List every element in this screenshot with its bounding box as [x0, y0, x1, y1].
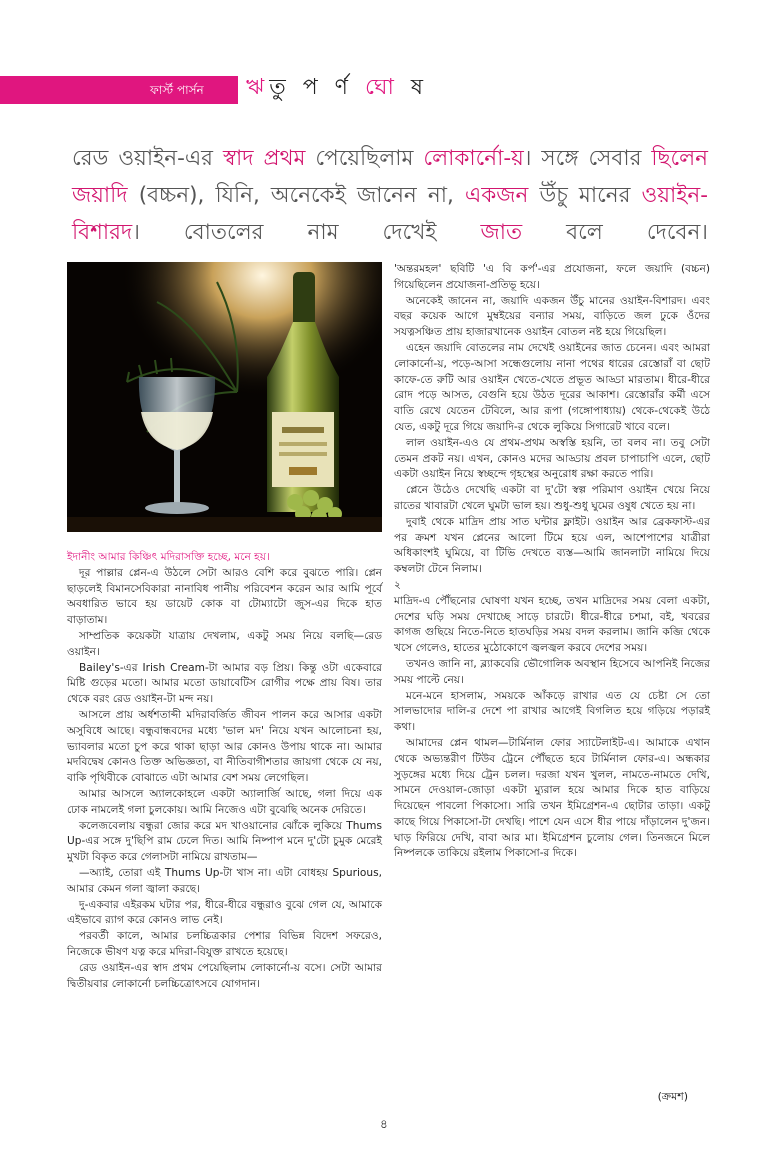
quote-text: । সঙ্গে সেবার	[523, 146, 652, 171]
paragraph: পরবর্তী কালে, আমার চলচ্চিত্রকার পেশার বিভিন্ন বিদেশ সফরেও, নিজেকে ভীষণ যত্ন করে মদিরা-বিযুক্ত রাখতে হয়েছে।	[67, 930, 382, 958]
paragraph: তখনও জানি না, ব্ল্যাকবেরি ভৌগোলিক অবস্থান হিসেবে আপনিই নিজের সময় পাল্টে নেয়।	[394, 657, 710, 686]
paragraph: আসলে প্রায় অর্ধশতাব্দী মদিরাবর্জিত জীবন পালন করে আসার একটা অসুবিধে আছে। বন্ধুবান্ধবদের মধ্যে 'ভাল মদ' নিয়ে যখন আলোচনা হয়, ভ্যাবলার মতো চুপ করে থাকা ছাড়া আর কোনও উপায় থাকে না। আমার মদবিদ্বেষ কোনও তিক্ত অভিজ্ঞতা, বা নীতিবাগীশতার জায়গা থেকে যে নয়, বাকি পৃথিবীকে বোঝাতে এটা আমার বেশ সময় লেগেছিল।	[67, 708, 382, 785]
wine-illustration	[67, 262, 382, 532]
pull-quote	[72, 140, 708, 251]
continued-label: (ক্রমশ)	[657, 1090, 688, 1103]
paragraph: ইদানীং আমার কিঞ্চিৎ মদিরাসক্তি হচ্ছে, মনে হয়।	[67, 551, 270, 563]
author-part: ষ	[410, 75, 428, 100]
paragraph: দূর পাল্লার প্লেন-এ উঠলে সেটা আরও বেশি করে বুঝতে পারি। প্লেন ছাড়লেই বিমানসেবিকারা নানাবিধ পানীয় পরিবেশন করেন আর আমি পূর্বে অবধারিত ভাবে হয় ডায়েট কোক বা টোম্যাটো জুস-এর দিকে হাত বাড়াতাম।	[67, 566, 382, 627]
quote-text: (বচ্চন), যিনি, অনেকেই জানেন না,	[127, 183, 465, 208]
page-number: ৪	[380, 1117, 388, 1131]
section-label: ফার্স্ট পার্সন	[150, 83, 204, 97]
paragraph: রেড ওয়াইন-এর স্বাদ প্রথম পেয়েছিলাম লোকার্নো-য় বসে। সেটা আমার দ্বিতীয়বার লোকার্নো চলচ্চিত্রোৎসবে যোগদান।	[67, 961, 382, 990]
section-number: ২	[394, 578, 401, 591]
author-part: তু প র্ণ	[269, 75, 365, 100]
quote-text: বলে দেবেন।	[522, 220, 708, 245]
quote-highlight: লোকার্নো-য়	[423, 146, 524, 171]
author-name	[246, 70, 428, 107]
author-part: ঋ	[246, 75, 270, 100]
quote-highlight: একজন	[464, 183, 529, 208]
paragraph: —অ্যাই, তোরা এই Thums Up-টা খাস না। এটা বোধহয় Spurious, আমার কেমন গলা জ্বালা করছে।	[67, 866, 382, 895]
quote-text: পেয়েছিলাম	[305, 146, 424, 171]
quote-highlight: ওয়াইন-বিশারদ	[72, 183, 709, 245]
paragraph: 'অন্তরমহল' ছবিটি 'এ বি কর্প'-এর প্রযোজনা, ফলে জয়াদি (বচ্চন) গিয়েছিলেন প্রযোজনা-প্রতিভূ হয়ে।	[394, 263, 710, 291]
left-column	[67, 550, 382, 992]
paragraph: এহেন জয়াদি বোতলের নাম দেখেই ওয়াইনের জাত চেনেন। এবং আমরা লোকার্নো-য়, পড়ে-আসা সন্ধেগুলোয় নানা পথের ধারের রেস্তোরাঁ বা ছোট কাফে-তে রুটি আর ওয়াইন খেতে-খেতে প্রভূত আড্ডা মারতাম। ধীরে-ধীরে রোদ পড়ে আসত, বেগুনি হয়ে উঠত দূরের আকাশ। রেস্তোরাঁর কর্মী এসে বাতি রেখে যেতেন টেবিলে, আর রূপা (গঙ্গোপাধ্যায়) থেকে-থেকেই উঠে যেত, একটু দূরে গিয়ে জয়াদি-র থেকে লুকিয়ে সিগারেট খাবে বলে।	[394, 341, 710, 433]
paragraph: সাম্প্রতিক কয়েকটা যাত্রায় দেখলাম, একটু সময় নিয়ে বলছি—রেড ওয়াইন।	[67, 629, 382, 658]
paragraph: Bailey's-এর Irish Cream-টা আমার বড় প্রিয়। কিন্তু ওটা একেবারে মিষ্টি গুড়ের মতো। আমার মতো ডায়াবেটিস রোগীর পক্ষে প্রায় বিষ। তার থেকে বরং রেড ওয়াইন-টা মন্দ নয়।	[67, 661, 382, 706]
wine-photo	[67, 262, 382, 532]
right-column	[394, 262, 710, 862]
paragraph: দু-একবার এইরকম ঘটার পর, ধীরে-ধীরে বন্ধুরাও বুঝে গেল যে, আমাকে এইভাবে র‍্যাগ করে কোনও লাভ নেই।	[67, 898, 382, 927]
quote-text: উঁচু মানের	[528, 183, 642, 208]
quote-text: রেড ওয়াইন-এর	[72, 146, 223, 171]
quote-highlight: জাত	[480, 220, 523, 245]
paragraph: কলেজবেলায় বন্ধুরা জোর করে মদ খাওয়ানোর ঝোঁকে লুকিয়ে Thums Up-এর সঙ্গে দু'ছিপি রাম ঢেলে দিত। আমি নিষ্পাপ মনে দু'টো চুমুক মেরেই মুখটা বিকৃত করে গেলাসটা নামিয়ে রাখতাম—	[67, 819, 382, 864]
quote-highlight: ছিলেন জয়াদি	[72, 146, 709, 208]
paragraph: মাদ্রিদ-এ পৌঁছনোর ঘোষণা যখন হচ্ছে, তখন মাদ্রিদের সময় বেলা একটা, দেশের ঘড়ি সময় দেখাচ্ছে সাড়ে চারটে। ধীরে-ধীরে চশমা, বই, খবরের কাগজ গুছিয়ে নিতে-নিতে হাতঘড়ির সময় বদল করলাম। জানি কব্জি থেকে খসে গেলেও, হাতের মুঠোকোণে জ্বলজ্বল করবে দেশের সময়।	[394, 594, 710, 655]
table-surface	[67, 517, 382, 532]
quote-text: । বোতলের নাম দেখেই	[132, 220, 481, 245]
quote-highlight: স্বাদ প্রথম	[222, 146, 306, 171]
paragraph: লাল ওয়াইন-এও যে প্রথম-প্রথম অস্বস্তি হয়নি, তা বলব না। তবু সেটা তেমন প্রকট নয়। এখন, কোনও মদের আড্ডায় প্রবল চাপাচাপি এলে, ছোট একটা ওয়াইন নিয়ে স্বচ্ছন্দে গৃহস্থের অনুরোধ রক্ষা করতে পারি।	[394, 436, 710, 481]
bottle-label	[272, 412, 334, 487]
paragraph: দুবাই থেকে মাদ্রিদ প্রায় সাত ঘন্টার ফ্লাইট। ওয়াইন আর ব্রেকফাস্ট-এর পর ক্রমশ যখন প্লেনের আলো টিমে হয়ে এল, আশেপাশের যাত্রীরা অধিকাংশই ঘুমিয়ে, বা টিভি দেখতে ব্যস্ত—আমি জানলাটা নামিয়ে দিয়ে কম্বলটা টেনে নিলাম।	[394, 515, 710, 576]
paragraph: অনেকেই জানেন না, জয়াদি একজন উঁচু মানের ওয়াইন-বিশারদ। এবং বছর কয়েক আগে মুম্বইয়ের বন্যার সময়, বাড়িতে জল ঢুকে ওঁদের সযত্নসঞ্চিত প্রায় হাজারখানেক ওয়াইন বোতল নষ্ট হয়ে গিয়েছিল।	[394, 294, 710, 339]
paragraph: আমার আসলে অ্যালকোহলে একটা অ্যালার্জি আছে, গলা দিয়ে এক ঢোক নামলেই গলা চুলকোয়। আমি নিজেও এটা বুঝেছি অনেক দেরিতে।	[67, 787, 382, 816]
paragraph: আমাদের প্লেন থামল—টার্মিনাল ফোর স্যাটেলাইট-এ। আমাকে এখান থেকে অভ্যন্তরীণ টিউব ট্রেনে পৌঁছতে হবে টার্মিনাল ফোর-এ। অন্ধকার সুড়ঙ্গের মধ্যে দিয়ে ট্রেন চলল। দরজা যখন খুলল, নামতে-নামতে দেখি, সামনে দেওয়াল-জোড়া একটা ম্যুরাল হয়ে আমার দিকে হাত বাড়িয়ে দিয়েছেন পাবলো পিকাসো। সারি তখন ইমিগ্রেশন-এ ছোটার তাড়া। একটু কাছে গিয়ে পিকাসো-টা দেখছি। পাশে যেন এসে ধীর পায়ে দাঁড়ালেন দু'জন। ঘাড় ফিরিয়ে দেখি, বাবা আর মা। ইমিগ্রেশন চুলোয় গেল। তিনজনে মিলে নিষ্পলকে তাকিয়ে রইলাম পিকাসো-র দিকে।	[394, 736, 710, 860]
paragraph: মনে-মনে হাসলাম, সময়কে আঁকড়ে রাখার এত যে চেষ্টা সে তো সালভাদোর দালি-র দেশে পা রাখার আগেই বিগলিত হয়ে গড়িয়ে পড়ারই কথা।	[394, 689, 710, 734]
paragraph: প্লেনে উঠেও দেখেছি একটা বা দু'টো স্বল্প পরিমাণ ওয়াইন খেয়ে নিয়ে রাতের খাবারটা খেলে ঘুমটা ভাল হয়। শুধু-শুধু ঘুমের ওষুধ খেতে হয় না।	[394, 484, 710, 512]
author-part: ঘো	[364, 75, 399, 100]
